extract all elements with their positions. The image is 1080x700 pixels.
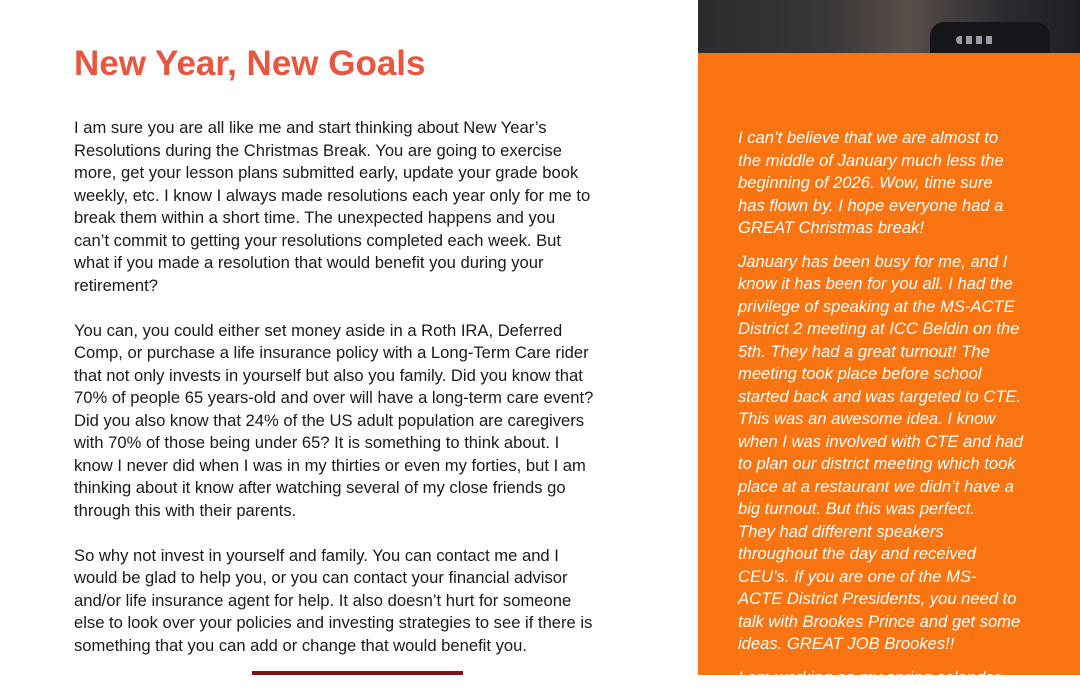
text-line: January has been busy for me, and I xyxy=(738,251,1008,271)
article-body xyxy=(74,117,694,680)
text-line: what if you made a resolution that would benefit you during your xyxy=(74,253,544,272)
text-line: when I was involved with CTE and had xyxy=(738,431,1024,451)
text-line: I am sure you are all like me and start thinking about New Year’s xyxy=(74,118,547,137)
article-paragraph-2 xyxy=(74,320,694,523)
text-line: through this with their parents. xyxy=(74,500,297,520)
text-line: that not only invests in yourself but also you family. Did you know that xyxy=(74,365,583,385)
bottom-image xyxy=(252,671,463,675)
sidebar-paragraph-1 xyxy=(738,127,1078,240)
text-line: to plan our district meeting which took xyxy=(738,454,1016,473)
text-line: would be glad to help you, or you can contact your financial advisor xyxy=(74,568,568,587)
text-line: the middle of January much less the xyxy=(738,150,1004,170)
text-line: They had different speakers xyxy=(738,521,944,541)
text-line: has flown by. I hope everyone had a xyxy=(738,195,1004,215)
text-line: CEU’s. If you are one of the MS- xyxy=(738,566,977,586)
text-line: place at a restaurant we didn’t have a xyxy=(738,476,1014,496)
text-line: know I never did when I was in my thirties or even my forties, but I am xyxy=(74,455,586,475)
text-line: know it has been for you all. I had the xyxy=(738,274,1013,293)
text-line: privilege of speaking at the MS-ACTE xyxy=(738,296,1015,316)
text-line: ideas. GREAT JOB Brookes!! xyxy=(738,634,955,653)
article-title: New Year, New Goals xyxy=(74,44,426,83)
text-line: something that you can add or change that would benefit you. xyxy=(74,635,527,655)
text-line: District 2 meeting at ICC Beldin on the xyxy=(738,319,1020,338)
text-line: thinking about it know after watching several of my close friends go xyxy=(74,478,566,497)
text-line: I can’t believe that we are almost to xyxy=(738,128,999,147)
text-line: more, get your lesson plans submitted early, update your grade book xyxy=(74,163,579,182)
text-line: Did you also know that 24% of the US adult population are caregivers xyxy=(74,410,585,430)
text-line: big turnout. But this was perfect. xyxy=(738,499,976,518)
sidebar-paragraph-3 xyxy=(738,667,1078,690)
article-paragraph-3 xyxy=(74,545,694,658)
text-line: You can, you could either set money aside in a Roth IRA, Deferred xyxy=(74,320,563,340)
text-line: meeting took place before school xyxy=(738,364,982,383)
text-line: This was an awesome idea. I know xyxy=(738,409,996,428)
text-line: throughout the day and received xyxy=(738,544,977,563)
text-line: talk with Brookes Prince and get some xyxy=(738,611,1021,631)
text-line: GREAT Christmas break! xyxy=(738,218,924,237)
text-line: beginning of 2026. Wow, time sure xyxy=(738,173,993,192)
text-line: else to look over your policies and investing strategies to see if there is xyxy=(74,613,593,632)
text-line: and/or life insurance agent for help. It also doesn’t hurt for someone xyxy=(74,590,572,610)
sidebar-paragraph-2 xyxy=(738,251,1078,656)
header-photo xyxy=(698,0,1080,53)
text-line: started back and was targeted to CTE. xyxy=(738,386,1022,406)
sidebar-body xyxy=(738,127,1078,700)
text-line: So why not invest in yourself and family. You can contact me and I xyxy=(74,545,559,565)
text-line: with 70% of those being under 65? It is something to think about. I xyxy=(74,433,560,452)
text-line: 5th. They had a great turnout! The xyxy=(738,341,990,361)
text-line: retirement? xyxy=(74,275,158,295)
photo-sleeve-buttons xyxy=(956,36,996,44)
text-line: Comp, or purchase a life insurance policy with a Long-Term Care rider xyxy=(74,343,589,362)
text-line: I am working on my spring calendar xyxy=(738,667,1000,687)
text-line: weekly, etc. I know I always made resolutions each year only for me to xyxy=(74,185,591,205)
text-line: 70% of people 65 years-old and over will have a long-term care event? xyxy=(74,388,594,407)
text-line: ACTE District Presidents, you need to xyxy=(738,589,1017,608)
article-paragraph-1 xyxy=(74,117,694,297)
text-line: Resolutions during the Christmas Break. You are going to exercise xyxy=(74,140,562,160)
text-line: break them within a short time. The unexpected happens and you xyxy=(74,208,556,227)
text-line: can’t commit to getting your resolutions completed each week. But xyxy=(74,230,561,250)
